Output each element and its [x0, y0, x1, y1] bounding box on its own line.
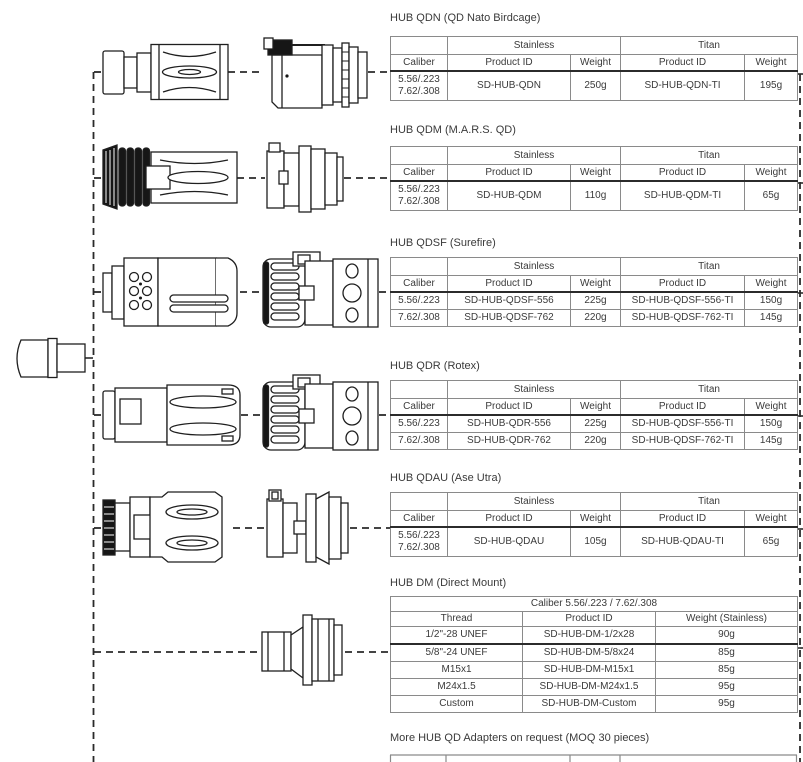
col-header-product-id: Product ID	[621, 399, 745, 416]
table-row	[391, 662, 798, 679]
weight-cell: 145g	[745, 310, 798, 327]
empty-corner-cell	[391, 37, 448, 55]
col-header-weight: Weight	[745, 55, 798, 72]
product-id-cell: SD-HUB-QDM-TI	[621, 181, 745, 211]
footnote: More HUB QD Adapters on request (MOQ 30 pieces)	[390, 732, 650, 744]
weight-cell: 220g	[571, 310, 621, 327]
section-table-qdsf	[390, 257, 798, 327]
col-header-product-id: Product ID	[448, 276, 571, 293]
empty-corner-cell	[391, 147, 448, 165]
table-row	[391, 644, 798, 662]
caliber-cell: 5.56/.223 7.62/.308	[391, 181, 448, 211]
section-title-qdn: HUB QDN (QD Nato Birdcage)	[390, 12, 541, 24]
col-header-weight-stainless: Weight (Stainless)	[656, 612, 798, 627]
weight-cell: 145g	[745, 433, 798, 450]
col-header-weight: Weight	[571, 399, 621, 416]
weight-cell: 85g	[656, 662, 798, 679]
col-header-weight: Weight	[745, 276, 798, 293]
caliber-cell: 5.56/.223 7.62/.308	[391, 527, 448, 557]
caliber-cell: 5.56/.223	[391, 292, 448, 310]
adapter-qdsf-rotex-drawing	[263, 252, 378, 327]
table-row	[391, 71, 798, 101]
section-table-dm	[390, 596, 798, 713]
muzzle-qdr-drawing	[103, 385, 240, 445]
group-header-stainless: Stainless	[448, 147, 621, 165]
section-table-qdn	[390, 36, 798, 101]
section-title-dm: HUB DM (Direct Mount)	[390, 577, 507, 589]
product-id-cell: SD-HUB-QDN-TI	[621, 71, 745, 101]
weight-cell: 195g	[745, 71, 798, 101]
col-header-weight: Weight	[745, 511, 798, 528]
col-header-caliber: Caliber	[391, 55, 448, 72]
product-id-cell: SD-HUB-DM-M24x1.5	[523, 679, 656, 696]
product-id-cell: SD-HUB-QDSF-762-TI	[621, 310, 745, 327]
empty-corner-cell	[391, 381, 448, 399]
caliber-cell: 7.62/.308	[391, 310, 448, 327]
product-id-cell: SD-HUB-QDAU	[448, 527, 571, 557]
partial-next-table	[390, 755, 797, 762]
adapter-qdm-drawing	[267, 143, 343, 212]
weight-cell: 85g	[656, 644, 798, 662]
col-header-caliber: Caliber	[391, 511, 448, 528]
group-header-stainless: Stainless	[448, 493, 621, 511]
muzzle-qdm-drawing	[103, 145, 237, 209]
table-row	[391, 310, 798, 327]
col-header-product-id: Product ID	[621, 165, 745, 182]
col-header-thread: Thread	[391, 612, 523, 627]
group-header-titan: Titan	[621, 37, 798, 55]
product-id-cell: SD-HUB-DM-5/8x24	[523, 644, 656, 662]
table-row	[391, 679, 798, 696]
thread-cell: Custom	[391, 696, 523, 713]
product-id-cell: SD-HUB-QDSF-556	[448, 292, 571, 310]
empty-corner-cell	[391, 493, 448, 511]
caliber-cell: 5.56/.223	[391, 415, 448, 433]
table-row	[391, 415, 798, 433]
col-header-product-id: Product ID	[448, 511, 571, 528]
dm-caliber-header: Caliber 5.56/.223 / 7.62/.308	[391, 597, 798, 612]
group-header-titan: Titan	[621, 381, 798, 399]
col-header-product-id: Product ID	[448, 399, 571, 416]
adapter-dm-drawing	[262, 615, 342, 685]
table-row	[391, 696, 798, 713]
group-header-stainless: Stainless	[448, 381, 621, 399]
weight-cell: 150g	[745, 292, 798, 310]
product-id-cell: SD-HUB-QDAU-TI	[621, 527, 745, 557]
adapter-qdau-drawing	[267, 490, 348, 564]
hub-suppressor-mount-drawing	[17, 339, 85, 378]
group-header-stainless: Stainless	[448, 37, 621, 55]
product-id-cell: SD-HUB-DM-1/2x28	[523, 627, 656, 645]
weight-cell: 105g	[571, 527, 621, 557]
product-id-cell: SD-HUB-QDSF-556-TI	[621, 415, 745, 433]
col-header-product-id: Product ID	[523, 612, 656, 627]
product-id-cell: SD-HUB-QDSF-556-TI	[621, 292, 745, 310]
col-header-caliber: Caliber	[391, 165, 448, 182]
col-header-weight: Weight	[571, 511, 621, 528]
col-header-product-id: Product ID	[448, 165, 571, 182]
weight-cell: 95g	[656, 679, 798, 696]
weight-cell: 65g	[745, 527, 798, 557]
product-id-cell: SD-HUB-QDSF-762-TI	[621, 433, 745, 450]
product-id-cell: SD-HUB-QDR-556	[448, 415, 571, 433]
col-header-weight: Weight	[745, 165, 798, 182]
muzzle-qdn-drawing	[103, 45, 228, 100]
col-header-weight: Weight	[745, 399, 798, 416]
col-header-weight: Weight	[571, 276, 621, 293]
weight-cell: 110g	[571, 181, 621, 211]
weight-cell: 220g	[571, 433, 621, 450]
empty-corner-cell	[391, 258, 448, 276]
table-row	[391, 527, 798, 557]
adapter-qdn-drawing	[264, 38, 367, 108]
col-header-weight: Weight	[571, 165, 621, 182]
section-table-qdau	[390, 492, 798, 557]
col-header-product-id: Product ID	[621, 511, 745, 528]
section-title-qdsf: HUB QDSF (Surefire)	[390, 237, 496, 249]
product-id-cell: SD-HUB-DM-M15x1	[523, 662, 656, 679]
table-row	[391, 627, 798, 645]
weight-cell: 95g	[656, 696, 798, 713]
adapter-qdr-rotex-drawing	[263, 375, 378, 450]
weight-cell: 90g	[656, 627, 798, 645]
col-header-weight: Weight	[571, 55, 621, 72]
product-id-cell: SD-HUB-DM-Custom	[523, 696, 656, 713]
table-row	[391, 433, 798, 450]
group-header-titan: Titan	[621, 493, 798, 511]
group-header-titan: Titan	[621, 147, 798, 165]
weight-cell: 225g	[571, 415, 621, 433]
weight-cell: 225g	[571, 292, 621, 310]
section-table-qdr	[390, 380, 798, 450]
group-header-stainless: Stainless	[448, 258, 621, 276]
muzzle-qdsf-drawing	[103, 258, 237, 326]
col-header-product-id: Product ID	[621, 276, 745, 293]
col-header-product-id: Product ID	[448, 55, 571, 72]
weight-cell: 150g	[745, 415, 798, 433]
section-title-qdau: HUB QDAU (Ase Utra)	[390, 472, 502, 484]
product-id-cell: SD-HUB-QDM	[448, 181, 571, 211]
caliber-cell: 5.56/.223 7.62/.308	[391, 71, 448, 101]
weight-cell: 250g	[571, 71, 621, 101]
product-id-cell: SD-HUB-QDSF-762	[448, 310, 571, 327]
col-header-caliber: Caliber	[391, 399, 448, 416]
col-header-product-id: Product ID	[621, 55, 745, 72]
col-header-caliber: Caliber	[391, 276, 448, 293]
thread-cell: 1/2"-28 UNEF	[391, 627, 523, 645]
product-id-cell: SD-HUB-QDR-762	[448, 433, 571, 450]
weight-cell: 65g	[745, 181, 798, 211]
product-id-cell: SD-HUB-QDN	[448, 71, 571, 101]
muzzle-qdau-drawing	[103, 492, 222, 562]
section-title-qdr: HUB QDR (Rotex)	[390, 360, 480, 372]
section-table-qdm	[390, 146, 798, 211]
thread-cell: M24x1.5	[391, 679, 523, 696]
section-title-qdm: HUB QDM (M.A.R.S. QD)	[390, 124, 516, 136]
table-row	[391, 292, 798, 310]
thread-cell: M15x1	[391, 662, 523, 679]
table-row	[391, 181, 798, 211]
thread-cell: 5/8"-24 UNEF	[391, 644, 523, 662]
group-header-titan: Titan	[621, 258, 798, 276]
caliber-cell: 7.62/.308	[391, 433, 448, 450]
